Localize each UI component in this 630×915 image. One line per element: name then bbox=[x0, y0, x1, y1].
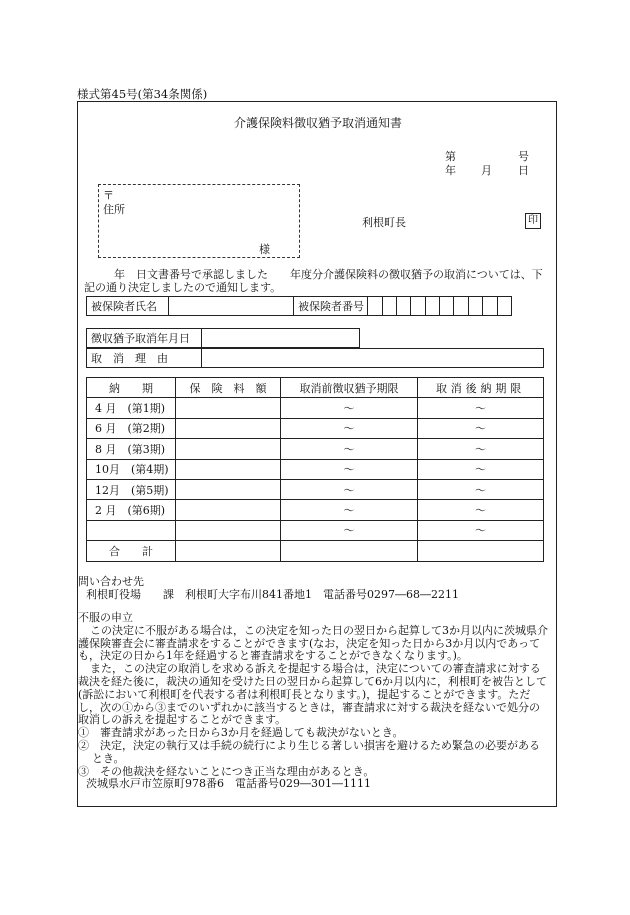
insured-table bbox=[86, 296, 512, 316]
period-cell[interactable] bbox=[87, 520, 176, 540]
amount-cell[interactable] bbox=[176, 500, 281, 520]
period-cell: 10月 (第4期) bbox=[87, 459, 176, 479]
after-cell: ～ bbox=[418, 479, 544, 499]
after-cell: ～ bbox=[418, 500, 544, 520]
after-cell: ～ bbox=[418, 398, 544, 418]
table-row bbox=[87, 398, 544, 418]
contact-heading: 問い合わせ先 bbox=[78, 575, 144, 588]
notice-form bbox=[77, 101, 557, 807]
reason-label: 取 消 理 由 bbox=[87, 349, 202, 368]
insured-number-digit[interactable] bbox=[397, 297, 411, 316]
before-cell: ～ bbox=[281, 418, 418, 438]
insured-number-digit[interactable] bbox=[425, 297, 439, 316]
objection-item-2: ② 決定，決定の執行又は手続の続行により生じる著しい損害を避けるため緊急の必要があるとき。 bbox=[78, 738, 540, 765]
before-cell: ～ bbox=[281, 520, 418, 540]
period-cell: 12月 (第5期) bbox=[87, 479, 176, 499]
period-cell: 6 月 (第2期) bbox=[87, 418, 176, 438]
objection-paragraph-1: この決定に不服がある場合は，この決定を知った日の翌日から起算して3か月以内に茨城県介護保険審査会に審査請求をすることができます(なお，決定を知った日から3か月以内であっても，決定の日から1年を経過すると審査請求をすることができなくなります。)。 bbox=[78, 623, 548, 663]
seal-mark: 印 bbox=[525, 213, 541, 229]
table-row bbox=[87, 439, 544, 459]
before-cell: ～ bbox=[281, 500, 418, 520]
address-box bbox=[98, 184, 300, 258]
total-after-cell bbox=[418, 541, 544, 561]
cancel-date-label: 徴収猶予取消年月日 bbox=[87, 329, 202, 348]
insured-name-cell[interactable] bbox=[168, 297, 293, 316]
objection-item-1: ① 審査請求があった日から3か月を経過しても裁決がないとき。 bbox=[78, 726, 404, 740]
address-label: 住所 bbox=[103, 203, 125, 216]
objection-paragraph-2: また，この決定の取消しを求める訴えを提起する場合は，決定についての審査請求に対する裁決を経た後に，裁決の通知を受けた日の翌日から起算して6か月以内に，利根町を被告として(訴訟において利根町を代表する者は利根町長となります。)，提起することができます。ただし，次の①から③までのいずれかに該当するときは，審査請求に対する裁決を経ないで処分の取消しの訴えを提起することができます。 bbox=[78, 662, 547, 727]
insured-number-label: 被保険者番号 bbox=[294, 297, 368, 316]
schedule-table bbox=[86, 377, 544, 562]
table-row bbox=[87, 520, 544, 540]
amount-cell[interactable] bbox=[176, 439, 281, 459]
doc-number-dai: 第 bbox=[445, 150, 456, 163]
before-cell: ～ bbox=[281, 398, 418, 418]
amount-cell[interactable] bbox=[176, 398, 281, 418]
date-year: 年 bbox=[445, 164, 456, 177]
doc-number-go: 号 bbox=[518, 150, 529, 163]
intro-line: 年 日文書番号で承認しました 年度分介護保険料の徴収猶予の取消については、下記の通り決定しましたので通知します。 bbox=[84, 268, 543, 294]
cancel-date-cell[interactable] bbox=[202, 329, 360, 348]
header-before: 取消前徴収猶予期限 bbox=[281, 378, 418, 398]
contact-line: 利根町役場 課 利根町大字布川841番地1 電話番号0297―68―2211 bbox=[86, 587, 459, 601]
insured-number-digit[interactable] bbox=[382, 297, 396, 316]
sama-label: 様 bbox=[259, 243, 270, 256]
objection-heading: 不服の申立 bbox=[78, 611, 133, 624]
amount-cell[interactable] bbox=[176, 418, 281, 438]
period-cell: 2 月 (第6期) bbox=[87, 500, 176, 520]
prefecture-address: 茨城県水戸市笠原町978番6 電話番号029―301―1111 bbox=[86, 777, 371, 791]
postal-mark: 〒 bbox=[103, 189, 114, 202]
insured-number-digit[interactable] bbox=[411, 297, 425, 316]
objection-item-3: ③ その他裁決を経ないことにつき正当な理由があるとき。 bbox=[78, 764, 375, 778]
after-cell: ～ bbox=[418, 459, 544, 479]
insured-number-digit[interactable] bbox=[497, 297, 511, 316]
before-cell: ～ bbox=[281, 439, 418, 459]
insured-number-digit[interactable] bbox=[468, 297, 482, 316]
amount-cell[interactable] bbox=[176, 520, 281, 540]
intro-text bbox=[84, 268, 552, 294]
objection-block bbox=[78, 612, 548, 791]
after-cell: ～ bbox=[418, 418, 544, 438]
table-row bbox=[87, 500, 544, 520]
total-amount-cell[interactable] bbox=[176, 541, 281, 561]
date-month: 月 bbox=[481, 164, 492, 177]
table-row bbox=[87, 418, 544, 438]
header-amount: 保 険 料 額 bbox=[176, 378, 281, 398]
reason-table bbox=[86, 348, 544, 368]
table-row bbox=[87, 479, 544, 499]
period-cell: 4 月 (第1期) bbox=[87, 398, 176, 418]
before-cell: ～ bbox=[281, 479, 418, 499]
insured-number-digit[interactable] bbox=[454, 297, 468, 316]
insured-name-label: 被保険者氏名 bbox=[87, 297, 169, 316]
amount-cell[interactable] bbox=[176, 459, 281, 479]
after-cell: ～ bbox=[418, 520, 544, 540]
period-cell: 8 月 (第3期) bbox=[87, 439, 176, 459]
after-cell: ～ bbox=[418, 439, 544, 459]
insured-number-digit[interactable] bbox=[368, 297, 382, 316]
header-after: 取消後納期限 bbox=[418, 378, 544, 398]
table-row bbox=[87, 459, 544, 479]
total-row bbox=[87, 541, 544, 561]
schedule-header-row bbox=[87, 378, 544, 398]
insured-number-digit[interactable] bbox=[483, 297, 497, 316]
date-day: 日 bbox=[518, 164, 529, 177]
before-cell: ～ bbox=[281, 459, 418, 479]
form-label: 様式第45号(第34条関係) bbox=[77, 87, 208, 101]
contact-block bbox=[78, 576, 578, 602]
insured-number-digit[interactable] bbox=[440, 297, 454, 316]
amount-cell[interactable] bbox=[176, 479, 281, 499]
document-title: 介護保険料徴収猶予取消通知書 bbox=[233, 116, 402, 130]
header-period: 納 期 bbox=[87, 378, 176, 398]
total-label: 合 計 bbox=[87, 541, 176, 561]
total-before-cell bbox=[281, 541, 418, 561]
reason-cell[interactable] bbox=[202, 349, 544, 368]
cancel-date-table bbox=[86, 328, 360, 348]
mayor-title: 利根町長 bbox=[362, 216, 406, 229]
